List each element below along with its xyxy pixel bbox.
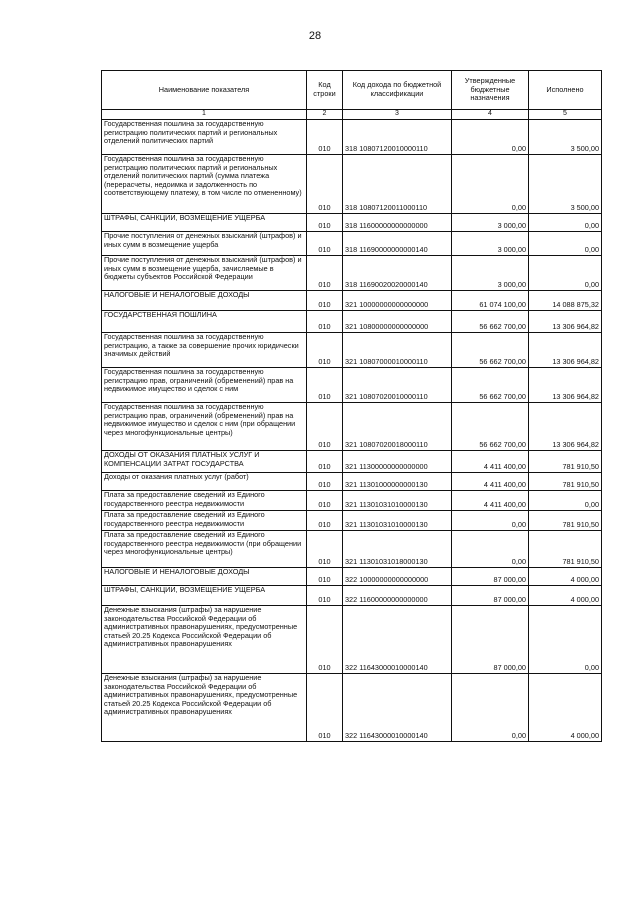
indicator-name-cell: Прочие поступления от денежных взысканий (штрафов) и иных сумм в возмещение ущерба [102,232,307,256]
indicator-name-cell: Плата за предоставление сведений из Единого государственного реестра недвижимости [102,511,307,531]
approved-amount-cell: 4 411 400,00 [452,491,529,511]
executed-amount-cell: 4 000,00 [529,674,602,742]
indicator-name-cell: Прочие поступления от денежных взысканий (штрафов) и иных сумм в возмещение ущерба, зачисляемые в бюджеты субъектов Российской Федерации [102,256,307,291]
approved-amount-cell: 3 000,00 [452,232,529,256]
line-code-cell: 010 [307,311,343,333]
indicator-name-cell: Денежные взыскания (штрафы) за нарушение законодательства Российской Федерации об административных правонарушениях, предусмотренные статьей 20.25 Кодекса Российской Федерации об административных правонарушениях [102,674,307,742]
line-code-cell: 010 [307,531,343,568]
table-row [102,155,602,214]
executed-amount-cell: 0,00 [529,606,602,674]
approved-amount-cell: 61 074 100,00 [452,291,529,311]
table-row [102,291,602,311]
executed-amount-cell: 781 910,50 [529,451,602,473]
line-code-cell: 010 [307,674,343,742]
income-code-cell: 321 10807020010000110 [343,368,452,403]
line-code-cell: 010 [307,451,343,473]
approved-amount-cell: 0,00 [452,674,529,742]
executed-amount-cell: 3 500,00 [529,155,602,214]
approved-amount-cell: 56 662 700,00 [452,403,529,451]
budget-report-table [101,70,602,742]
table-row [102,531,602,568]
indicator-name-cell: ШТРАФЫ, САНКЦИИ, ВОЗМЕЩЕНИЕ УЩЕРБА [102,214,307,232]
income-code-cell: 321 10000000000000000 [343,291,452,311]
table-row [102,586,602,606]
approved-amount-cell: 4 411 400,00 [452,473,529,491]
table-row [102,606,602,674]
header-income-code: Код дохода по бюджетной классификации [343,71,452,110]
approved-amount-cell: 0,00 [452,155,529,214]
executed-amount-cell: 4 000,00 [529,568,602,586]
income-code-cell: 321 10807020018000110 [343,403,452,451]
executed-amount-cell: 13 306 964,82 [529,311,602,333]
income-code-cell: 321 11301031010000130 [343,491,452,511]
page-number: 28 [308,30,322,42]
indicator-name-cell: Государственная пошлина за государственную регистрацию прав, ограничений (обременений) прав на недвижимое имущество и сделок с ним (при обращении через многофункциональные центры) [102,403,307,451]
approved-amount-cell: 56 662 700,00 [452,311,529,333]
table-row [102,256,602,291]
column-index: 4 [452,110,529,120]
column-index: 2 [307,110,343,120]
approved-amount-cell: 0,00 [452,511,529,531]
line-code-cell: 010 [307,333,343,368]
line-code-cell: 010 [307,511,343,531]
executed-amount-cell: 781 910,50 [529,531,602,568]
line-code-cell: 010 [307,120,343,155]
executed-amount-cell: 4 000,00 [529,586,602,606]
column-index-row [102,110,602,120]
header-executed: Исполнено [529,71,602,110]
income-code-cell: 318 11690000000000140 [343,232,452,256]
executed-amount-cell: 3 500,00 [529,120,602,155]
line-code-cell: 010 [307,473,343,491]
executed-amount-cell: 0,00 [529,232,602,256]
header-line-code: Код строки [307,71,343,110]
income-code-cell: 318 11600000000000000 [343,214,452,232]
income-code-cell: 318 10807120011000110 [343,155,452,214]
line-code-cell: 010 [307,214,343,232]
table-row [102,311,602,333]
line-code-cell: 010 [307,403,343,451]
column-index: 1 [102,110,307,120]
executed-amount-cell: 781 910,50 [529,511,602,531]
executed-amount-cell: 13 306 964,82 [529,333,602,368]
indicator-name-cell: Государственная пошлина за государственную регистрацию прав, ограничений (обременений) прав на недвижимое имущество и сделок с ним [102,368,307,403]
table-row [102,568,602,586]
income-code-cell: 321 10800000000000000 [343,311,452,333]
approved-amount-cell: 56 662 700,00 [452,368,529,403]
approved-amount-cell: 3 000,00 [452,214,529,232]
line-code-cell: 010 [307,568,343,586]
table-row [102,403,602,451]
indicator-name-cell: Доходы от оказания платных услуг (работ) [102,473,307,491]
line-code-cell: 010 [307,256,343,291]
executed-amount-cell: 0,00 [529,491,602,511]
line-code-cell: 010 [307,291,343,311]
table-row [102,511,602,531]
column-index: 3 [343,110,452,120]
income-code-cell: 322 11643000010000140 [343,606,452,674]
indicator-name-cell: НАЛОГОВЫЕ И НЕНАЛОГОВЫЕ ДОХОДЫ [102,291,307,311]
table-row [102,214,602,232]
income-code-cell: 322 10000000000000000 [343,568,452,586]
income-code-cell: 321 10807000010000110 [343,333,452,368]
indicator-name-cell: Денежные взыскания (штрафы) за нарушение законодательства Российской Федерации об административных правонарушениях, предусмотренные статьей 20.25 Кодекса Российской Федерации об административных правонарушениях [102,606,307,674]
table-row [102,491,602,511]
approved-amount-cell: 3 000,00 [452,256,529,291]
approved-amount-cell: 87 000,00 [452,568,529,586]
indicator-name-cell: ДОХОДЫ ОТ ОКАЗАНИЯ ПЛАТНЫХ УСЛУГ И КОМПЕНСАЦИИ ЗАТРАТ ГОСУДАРСТВА [102,451,307,473]
table-row [102,473,602,491]
column-index: 5 [529,110,602,120]
line-code-cell: 010 [307,232,343,256]
approved-amount-cell: 0,00 [452,531,529,568]
header-indicator-name: Наименование показателя [102,71,307,110]
header-approved: Утвержденные бюджетные назначения [452,71,529,110]
income-code-cell: 322 11600000000000000 [343,586,452,606]
approved-amount-cell: 0,00 [452,120,529,155]
table-row [102,674,602,742]
line-code-cell: 010 [307,155,343,214]
executed-amount-cell: 14 088 875,32 [529,291,602,311]
approved-amount-cell: 87 000,00 [452,606,529,674]
executed-amount-cell: 0,00 [529,256,602,291]
income-code-cell: 322 11643000010000140 [343,674,452,742]
indicator-name-cell: ШТРАФЫ, САНКЦИИ, ВОЗМЕЩЕНИЕ УЩЕРБА [102,586,307,606]
income-code-cell: 318 11690020020000140 [343,256,452,291]
indicator-name-cell: Государственная пошлина за государственную регистрацию политических партий и региональных отделений политических партий [102,120,307,155]
income-code-cell: 318 10807120010000110 [343,120,452,155]
table-header-row [102,71,602,110]
income-code-cell: 321 11300000000000000 [343,451,452,473]
executed-amount-cell: 781 910,50 [529,473,602,491]
line-code-cell: 010 [307,491,343,511]
executed-amount-cell: 0,00 [529,214,602,232]
income-code-cell: 321 11301031010000130 [343,511,452,531]
indicator-name-cell: ГОСУДАРСТВЕННАЯ ПОШЛИНА [102,311,307,333]
line-code-cell: 010 [307,368,343,403]
indicator-name-cell: Плата за предоставление сведений из Единого государственного реестра недвижимости (при обращении через многофункциональные центры) [102,531,307,568]
indicator-name-cell: Государственная пошлина за государственную регистрацию, а также за совершение прочих юридически значимых действий [102,333,307,368]
table-row [102,120,602,155]
indicator-name-cell: Государственная пошлина за государственную регистрацию политических партий и региональных отделений политических партий (сумма платежа (перерасчеты, недоимка и задолженность по соответствующему платежу, в том числе по отмененному) [102,155,307,214]
table-row [102,232,602,256]
table-row [102,451,602,473]
indicator-name-cell: Плата за предоставление сведений из Единого государственного реестра недвижимости [102,491,307,511]
table-row [102,368,602,403]
table-row [102,333,602,368]
executed-amount-cell: 13 306 964,82 [529,368,602,403]
income-code-cell: 321 11301000000000130 [343,473,452,491]
approved-amount-cell: 87 000,00 [452,586,529,606]
line-code-cell: 010 [307,586,343,606]
executed-amount-cell: 13 306 964,82 [529,403,602,451]
income-code-cell: 321 11301031018000130 [343,531,452,568]
approved-amount-cell: 4 411 400,00 [452,451,529,473]
indicator-name-cell: НАЛОГОВЫЕ И НЕНАЛОГОВЫЕ ДОХОДЫ [102,568,307,586]
line-code-cell: 010 [307,606,343,674]
approved-amount-cell: 56 662 700,00 [452,333,529,368]
